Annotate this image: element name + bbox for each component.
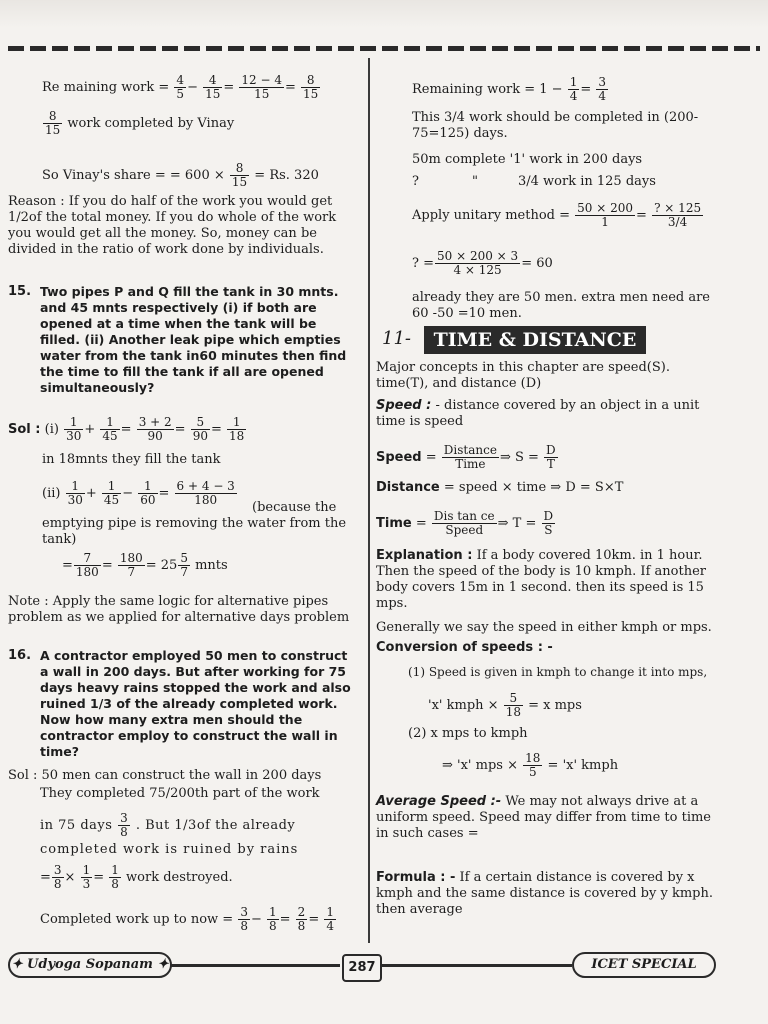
speed-definition: [376, 398, 722, 430]
page-number: 287: [342, 954, 382, 982]
frac: $\frac{4}{15}$: [205, 73, 221, 101]
q16-number: 16.: [8, 648, 32, 663]
frac: $\frac{4}{5}$: [176, 73, 185, 101]
frac: $\frac{\text{Dis tan ce}}{\text{Speed}}$: [433, 509, 495, 537]
expl-text: If a body covered 10km. in 1 hour. Then the speed of the body is 10 kmph. If another body covers 15m in 1 second. then its speed is 15 mps.: [376, 548, 706, 611]
frac: $\frac{8}{15}$: [45, 109, 61, 137]
speed-formula: Speed = $\frac{\text{Distance}}{\text{Time}}$ ⇒ S = $\frac{D}{T}$: [376, 443, 556, 471]
speed-def-text: - distance covered by an object in a unit time is speed: [376, 398, 700, 429]
frac: $\frac{1}{8}$: [269, 905, 277, 933]
unitary-label: Apply unitary method =: [412, 208, 571, 223]
generally-line: Generally we say the speed in either kmph or mps.: [376, 620, 712, 635]
distance-formula: [376, 480, 623, 496]
frac: $\frac{8}{15}$: [231, 161, 248, 189]
expl-label: Explanation :: [376, 548, 473, 563]
men-result-line: ? = $\frac{50 \times 200 \times 3}{4 \times 125}$ = 60: [412, 249, 553, 277]
men-days-line: 50m complete '1' work in 200 days: [412, 152, 643, 167]
sol-label: Sol :: [8, 422, 41, 437]
average-speed: [376, 794, 722, 842]
footer-rule-left: [170, 964, 340, 967]
speed-word: Speed: [376, 450, 422, 465]
conversion-1-eq: [428, 692, 582, 719]
frac: $\frac{5}{90}$: [192, 415, 208, 443]
top-dashed-rule: [8, 46, 760, 51]
frac: $\frac{D}{T}$: [546, 443, 556, 471]
vinay-share-line: So Vinay's share = = 600 × $\frac{8}{15}$ = Rs. 320: [42, 161, 319, 189]
note-paragraph: [8, 594, 354, 626]
question-mark: ?: [412, 174, 419, 189]
speed-def-label: Speed :: [376, 398, 432, 413]
column-divider: [368, 58, 370, 943]
frac: $\frac{? \times 125}{3/4}$: [654, 201, 702, 229]
frac: $\frac{180}{7}$: [119, 551, 143, 579]
frac: $\frac{1}{3}$: [82, 863, 91, 891]
q15-text: Two pipes P and Q fill the tank in 30 mnts. and 45 mnts respectively (i) if both are opened at a time when the tank will be filled. (ii) Another leak pipe which empties water from the tank in60 minutes then find the time to fill the tank if all are opened simultaneously?: [40, 284, 347, 395]
sol16-line4: completed work is ruined by rains: [40, 842, 299, 857]
q16-text: A contractor employed 50 men to construct a wall in 200 days. But after working for 75 days heavy rains stopped the work and also ruined 1/3 of the already completed work. Now how many extra men should the contractor employ to construct the wall in time?: [40, 648, 351, 759]
frac: $\frac{6 + 4 - 3}{180}$: [176, 479, 235, 507]
conv1-eq-left: 'x' kmph ×: [428, 698, 499, 713]
completed-label: Completed work up to now =: [40, 912, 234, 927]
frac: $\frac{1}{45}$: [103, 479, 120, 507]
page-footer: [0, 946, 768, 986]
frac: $\frac{3}{8}$: [53, 863, 62, 891]
sol16-in75: in 75 days: [40, 818, 113, 833]
conv2-eq-left: ⇒ 'x' mps ×: [442, 758, 518, 773]
in18-line: in 18mnts they fill the tank: [42, 452, 221, 467]
remaining-label: Remaining work = 1 −: [412, 82, 563, 97]
frac: $\frac{3}{8}$: [120, 811, 129, 839]
frac: $\frac{50 \times 200 \times 3}{4 \times 125}$: [437, 249, 519, 277]
work-destroyed-text: work destroyed.: [126, 870, 233, 885]
distance-word: Distance: [376, 480, 440, 495]
icet-special-label: ICET SPECIAL: [572, 952, 716, 978]
frac: $\frac{3}{4}$: [598, 75, 607, 103]
frac: $\frac{1}{18}$: [229, 415, 245, 443]
remaining-work-label: Re maining work =: [42, 80, 170, 95]
remaining-work-right: Remaining work = 1 − $\frac{1}{4}$ = $\frac{3}{4}$: [412, 75, 607, 103]
footer-rule-right: [382, 964, 572, 967]
avg-label: Average Speed :-: [376, 794, 502, 809]
sol16-line1: Sol : 50 men can construct the wall in 200 days: [8, 768, 322, 783]
frac: $\frac{3}{8}$: [240, 905, 248, 933]
frac: $\frac{1}{8}$: [111, 863, 119, 891]
conversion-2-eq: [442, 752, 618, 779]
formula-paragraph: [376, 870, 722, 918]
conversion-1: (1) Speed is given in kmph to change it into mps,: [408, 665, 708, 679]
reason-paragraph: [8, 194, 354, 258]
frac: $\frac{1}{45}$: [102, 415, 118, 443]
sol15-result: = $\frac{7}{180}$ = $\frac{180}{7}$ = 25 $\frac{5}{7}$ mnts: [62, 551, 228, 579]
sol15-ii-line: (ii) $\frac{1}{30}$ + $\frac{1}{45}$ − $\frac{1}{60}$ = $\frac{6 + 4 - 3}{180}$: [42, 479, 235, 507]
frac: $\frac{1}{4}$: [569, 75, 578, 103]
frac: $\frac{2}{8}$: [297, 905, 306, 933]
remaining-work-line: Re maining work = $\frac{4}{5}$ − $\frac{4}{15}$ = $\frac{12 - 4}{15}$ = $\frac{8}{15}$: [42, 73, 319, 101]
frac: $\frac{1}{4}$: [326, 905, 334, 933]
vinay-work-text: work completed by Vinay: [67, 116, 235, 131]
part-ii-label: (ii): [42, 486, 61, 501]
completion-note: This 3/4 work should be completed in (200-75=125) days.: [412, 110, 699, 141]
time-formula: Time = $\frac{\text{Dis tan ce}}{\text{Speed}}$ ⇒ T = $\frac{D}{S}$: [376, 509, 554, 537]
reason-text: Reason : If you do half of the work you would get 1/2of the total money. If you do whole of the work you would get all the money. So, money can be divided in the ratio of work done by individuals.: [8, 194, 337, 257]
top-edge: [0, 0, 768, 28]
frac: $\frac{D}{S}$: [543, 509, 554, 537]
frac: $\frac{\text{Distance}}{\text{Time}}$: [443, 443, 497, 471]
extra-men-text: already they are 50 men. extra men need are 60 -50 =10 men.: [412, 290, 710, 321]
frac: $\frac{1}{60}$: [140, 479, 156, 507]
unitary-line: Apply unitary method = $\frac{50 \times 200}{1}$ = $\frac{? \times 125}{3/4}$: [412, 201, 702, 229]
sol16-line3: [40, 812, 295, 839]
frac: $\frac{18}{5}$: [525, 751, 541, 779]
chapter-number: 11-: [382, 328, 411, 349]
sol16-line2: They completed 75/200th part of the work: [40, 786, 320, 801]
conv1-eq-right: = x mps: [528, 698, 582, 713]
avg-text: We may not always drive at a uniform speed. Speed may differ from time to time in such cases =: [376, 794, 711, 841]
frac: $\frac{1}{30}$: [67, 479, 83, 507]
distance-eq: = speed × time ⇒ D = S×T: [443, 480, 624, 495]
conversion-2: (2) x mps to kmph: [408, 726, 528, 741]
formula-label: Formula : -: [376, 870, 456, 885]
destroyed-line: = $\frac{3}{8}$ × $\frac{1}{3}$ = $\frac{1}{8}$ work destroyed.: [40, 863, 233, 891]
frac: $\frac{1}{30}$: [66, 415, 82, 443]
brand-label: ✦ Udyoga Sopanam ✦: [8, 952, 172, 978]
chapter-title: TIME & DISTANCE: [424, 326, 646, 354]
work-days-line: 3/4 work in 125 days: [518, 174, 656, 189]
part-i-label: (i): [44, 422, 59, 437]
formula-text: If a certain distance is covered by x kmph and the same distance is covered by y kmph. then average: [376, 870, 713, 917]
frac: $\frac{3 + 2}{90}$: [138, 415, 172, 443]
completed-line: Completed work up to now = $\frac{3}{8}$ − $\frac{1}{8}$ = $\frac{2}{8}$ = $\frac{1}{4}$: [40, 905, 334, 933]
frac: $\frac{8}{15}$: [303, 73, 319, 101]
q15-number: 15.: [8, 284, 32, 299]
vinay-work-line: [42, 110, 234, 137]
conversion-heading: Conversion of speeds : -: [376, 640, 553, 655]
time-word: Time: [376, 516, 412, 531]
frac: $\frac{7}{180}$: [75, 551, 99, 579]
sol15-i-line: Sol : (i) $\frac{1}{30}$ + $\frac{1}{45}$ = $\frac{3 + 2}{90}$ = $\frac{5}{90}$ = $\frac{1}{18}$: [8, 415, 245, 443]
explanation: [376, 548, 722, 612]
mnts-label: mnts: [195, 558, 228, 573]
frac: $\frac{50 \times 200}{1}$: [577, 201, 634, 229]
frac: $\frac{12 - 4}{15}$: [241, 73, 282, 101]
because-text: (because the emptying pipe is removing the water from the tank): [42, 500, 347, 547]
note-text: Note : Apply the same logic for alternative pipes problem as we applied for alternative days problem: [8, 594, 350, 625]
conv2-eq-right: = 'x' kmph: [547, 758, 619, 773]
intro-text: Major concepts in this chapter are speed(S). time(T), and distance (D): [376, 360, 670, 391]
frac: $\frac{5}{7}$: [180, 551, 188, 579]
frac: $\frac{5}{18}$: [505, 691, 521, 719]
sol16-but: . But 1/3of the already: [135, 818, 296, 833]
ditto-mark: ": [472, 174, 478, 189]
